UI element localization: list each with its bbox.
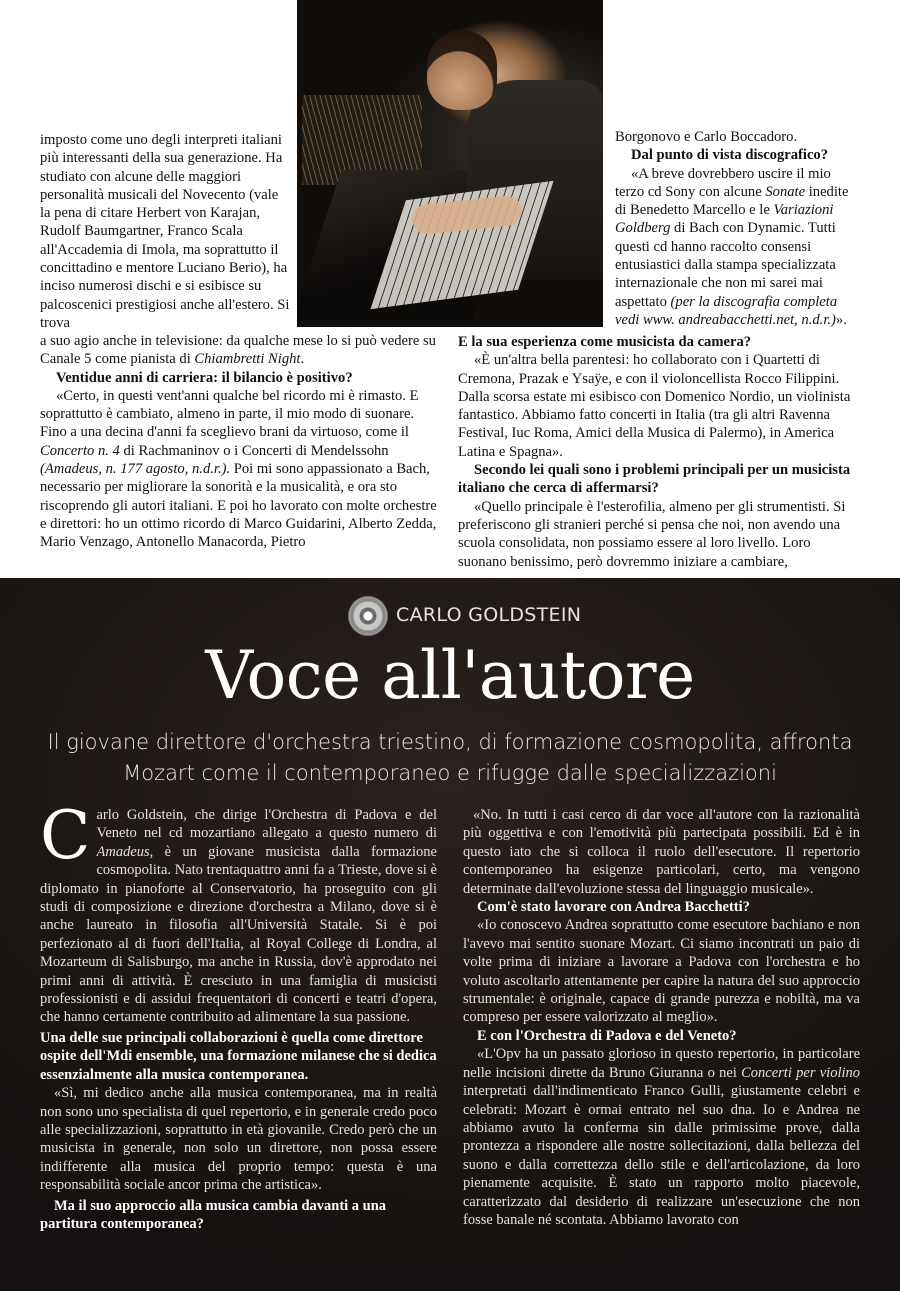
interview-answer: «È un'altra bella parentesi: ho collaborato con i Quartetti di Cremona, Prazak e Ysaÿe, e con il violoncellista Rocco Filippini. Dalla scorsa estate mi esibisco con Domenico Nordio, un violinista fantastico. Abbiamo fatto concerti in Italia (tra gli altri Ravenna Festival, Iuc Roma, Amici della Musica di Palermo), in America Latina e Spagna». [458,352,851,460]
article-right-column [463,806,860,1229]
pianist-photo [297,0,603,327]
pianist-head-image [427,30,497,110]
top-left-column [40,131,290,332]
interview-question: Ma il suo approccio alla musica cambia davanti a una partitura contemporanea? [40,1197,387,1232]
interview-question: E con l'Orchestra di Padova e del Veneto? [477,1027,737,1044]
top-right-column [615,128,860,329]
interview-question: Ventidue anni di carriera: il bilancio è positivo? [56,369,353,386]
interview-answer: «L'Opv ha un passato glorioso in questo repertorio, in particolare nelle incisioni dirette da Bruno Giuranna o nei Concerti per violino interpretati dall'indimenticato Franco Gulli, giustamente celebri e celebrati: Mozart è ormai entrato nel suo dna. Io e Andrea ne abbiamo avuto la conferma sin dalle primissime prove, dalla prontezza a rispondere alle nostre sollecitazioni, dalla bellezza del suono e dalla correttezza dello stile e dell'articolazione, da loro pienamente acquisite. È stato un rapporto molto piacevole, caratterizzato dal desiderio di realizzare un'esecuzione che non fosse banale né scontata. Abbiamo lavorato con [463,1046,860,1228]
top-right-wide-column [458,333,860,571]
article-headline: Voce all'autore [205,637,695,714]
interview-question: Secondo lei quali sono i problemi principali per un musicista italiano che cerca di affermarsi? [458,462,851,497]
interview-answer: «A breve dovrebbero uscire il mio terzo cd Sony con alcune Sonate inedite di Benedetto Marcello e le Variazioni Goldberg di Bach con Dynamic. Tutti questi cd hanno raccolto consensi entusiastici dalla stampa specializzata internazionale che non mi sarei mai aspettato (per la discografia completa vedi www. andreabacchetti.net, n.d.r.)». [615,165,849,328]
top-left-wide-column [40,332,440,552]
body-paragraph: Borgonovo e Carlo Boccadoro. [615,129,798,145]
article-left-column [40,797,437,1233]
interview-question: E la sua esperienza come musicista da camera? [458,334,752,350]
intro-paragraph: Carlo Goldstein, che dirige l'Orchestra di Padova e del Veneto nel cd mozartiano allegato a questo numero di Amadeus, è un giovane musicista dalla formazione cosmopolita. Nato trentaquattro anni fa a Trieste, dove si è diplomato in pianoforte al Conservatorio, ha proseguito con gli studi di composizione e direzione d'orchestra a Milano, dove si è anche laureato in filosofia all'Università Statale. Si è poi perfezionato al di fuori dell'Italia, al Royal College di Londra, al Mozarteum di Salisburgo, ma anche in Russia, dov'è approdato nei primi anni di attività. È cresciuto in una famiglia di musicisti professionisti e di assidui frequentatori di concerti e teatri d'opera, che hanno certamente contribuito ad alimentare la sua passione. [40,797,437,1026]
drop-cap: C [40,797,91,874]
article-byline: CARLO GOLDSTEIN [396,604,582,626]
interview-answer: «Quello principale è l'esterofilia, almeno per gli strumentisti. Si preferiscono gli stranieri perché si pensa che noi, non avendo una scuola consolidata, non possiamo essere al loro livello. Loro suonano benissimo, però dovremmo iniziare a cambiare, [458,498,846,570]
cd-icon [349,597,387,635]
interview-answer: «Certo, in questi vent'anni qualche bel ricordo mi è rimasto. E soprattutto è cambiato, almeno in parte, il mio modo di suonare. Fino a una decina d'anni fa sceglievo brani da virtuoso, come il Concerto n. 4 di Rachmaninov o i Concerti di Mendelssohn (Amadeus, n. 177 agosto, n.d.r.). Poi mi sono appassionato a Bach, necessario per migliorare la sonorità e la musicalità, e ora sto riscoprendo gli autori italiani. E poi ho lavorato con molte orchestre e direttori: ho un ottimo ricordo di Marco Guidarini, Alberto Zedda, Mario Venzago, Antonello Manacorda, Pietro [40,387,437,551]
interview-answer: «Sì, mi dedico anche alla musica contemporanea, ma in realtà non sono uno specialista di quel repertorio, e in generale credo poco alle specializzazioni, soprattutto in età giovanile. Credo però che un musicista in generale, non solo un direttore, non possa essere indifferente alla musica del proprio tempo: questa è una responsabilità sociale ancor prima che artistica». [40,1085,437,1194]
body-paragraph: imposto come uno degli interpreti italiani più interessanti della sua generazione. Ha studiato con alcune delle maggiori personalità musicali del Novecento (vale la pena di citare Herbert von Karajan, Rudolf Baumgartner, Franco Scala all'Accademia di Imola, ma soprattutto il concittadino e mentore Luciano Berio), ha inciso numerosi dischi e si esibisce su palcoscenici prestigiosi anche all'estero. Si trova [40,132,290,331]
interview-question: Com'è stato lavorare con Andrea Bacchetti? [477,899,750,916]
interview-answer: «Io conoscevo Andrea soprattutto come esecutore bachiano e non l'avevo mai sentito suonare Mozart. Ci siamo incontrati un paio di volte prima di iniziare a lavorare a Padova con l'orchestra e ho voluto ascoltarlo attentamente per capire la natura del suo approccio strumentale: è originale, capace di grande purezza e nobiltà, ma va compreso per essere valorizzato al meglio». [463,917,860,1026]
interview-question: Dal punto di vista discografico? [631,147,829,164]
interview-answer: «No. In tutti i casi cerco di dar voce all'autore con la razionalità più oggettiva e con l'emotività più partecipata possibili. Ed è in questo iato che si colloca il ruolo dell'esecutore. Il repertorio contemporaneo ha esigenze particolari, certo, ma vengono determinate dall'evoluzione stessa del linguaggio musicale». [463,807,860,897]
article-subtitle: Il giovane direttore d'orchestra triestino, di formazione cosmopolita, affronta Mozart come il contemporaneo e rifugge dalle specializzazioni [47,730,853,785]
body-paragraph: a suo agio anche in televisione: da qualche mese lo si può vedere su Canale 5 come pianista di Chiambretti Night. [40,333,436,368]
interview-question: Una delle sue principali collaborazioni è quella come direttore ospite dell'Mdi ensemble, una formazione milanese che si dedica essenzialmente alla musica contemporanea. [40,1029,437,1083]
